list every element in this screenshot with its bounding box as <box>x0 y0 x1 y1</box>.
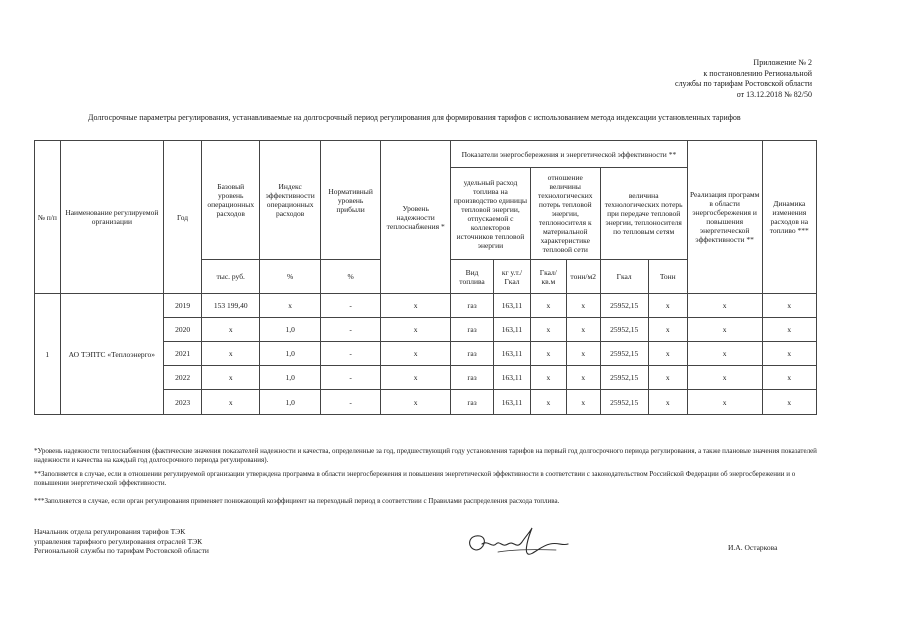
cell-loss-ratio-mass: х <box>566 366 600 390</box>
cell-profit: - <box>320 390 380 415</box>
header-org: Наименование регулируемой организации <box>60 141 164 294</box>
cell-base: х <box>202 318 260 342</box>
cell-dynamics: х <box>762 366 816 390</box>
row-number: 1 <box>35 294 61 415</box>
cell-index: 1,0 <box>260 342 320 366</box>
cell-year: 2020 <box>164 318 202 342</box>
cell-program: х <box>687 318 762 342</box>
signatory-position <box>34 527 334 556</box>
cell-fuel-rate: 163,11 <box>494 390 531 415</box>
unit-profit: % <box>320 260 380 294</box>
cell-loss-ratio-heat: х <box>530 294 566 318</box>
header-loss-ratio: отношение величины технологических потерь тепловой энергии, теплоносителя к материальной характеристике тепловой сети <box>530 168 600 260</box>
unit-loss-value-heat: Гкал <box>600 260 648 294</box>
parameters-table <box>34 140 817 415</box>
cell-loss-value-heat: 25952,15 <box>600 366 648 390</box>
table-row <box>35 294 817 318</box>
cell-year: 2019 <box>164 294 202 318</box>
cell-reliability: х <box>381 342 451 366</box>
header-program: Реализация программ в области энергосбережения и повышения энергетической эффективности ** <box>687 141 762 294</box>
cell-fuel: газ <box>451 342 494 366</box>
cell-base: х <box>202 366 260 390</box>
unit-loss-ratio-heat: Гкал/ кв.м <box>530 260 566 294</box>
cell-loss-value-heat: 25952,15 <box>600 294 648 318</box>
header-fuel-rate: удельный расход топлива на производство единицы тепловой энергии, отпускаемой с коллекторов источников тепловой энергии <box>451 168 531 260</box>
cell-loss-ratio-mass: х <box>566 318 600 342</box>
header-num: № п/п <box>35 141 61 294</box>
cell-loss-ratio-heat: х <box>530 390 566 415</box>
unit-fuel-rate: кг у.т./ Гкал <box>494 260 531 294</box>
unit-loss-value-mass: Тонн <box>648 260 687 294</box>
cell-index: х <box>260 294 320 318</box>
unit-fuel-type: Вид топлива <box>451 260 494 294</box>
cell-dynamics: х <box>762 318 816 342</box>
header-year: Год <box>164 141 202 294</box>
header-reliability: Уровень надежности теплоснабжения * <box>381 141 451 294</box>
signer-name: И.А. Остаркова <box>728 543 778 552</box>
cell-profit: - <box>320 366 380 390</box>
cell-loss-value-mass: х <box>648 318 687 342</box>
document-title: Долгосрочные параметры регулирования, устанавливаемые на долгосрочный период регулирования для формирования тарифов с использованием метода индексации установленных тарифов <box>88 113 741 122</box>
cell-loss-value-heat: 25952,15 <box>600 342 648 366</box>
unit-loss-ratio-mass: тонн/м2 <box>566 260 600 294</box>
cell-loss-ratio-heat: х <box>530 318 566 342</box>
cell-base: х <box>202 342 260 366</box>
header-efficiency-index: Индекс эффективности операционных расходов <box>260 141 320 260</box>
cell-profit: - <box>320 342 380 366</box>
unit-index: % <box>260 260 320 294</box>
cell-fuel: газ <box>451 294 494 318</box>
cell-loss-value-mass: х <box>648 390 687 415</box>
unit-base: тыс. руб. <box>202 260 260 294</box>
appendix-line: Приложение № 2 <box>753 58 812 67</box>
footnote-reliability: *Уровень надежности теплоснабжения (фактические значения показателей надежности и качества, определенные за год, предшествующий году установления тарифов на первый год долгосрочного периода регулирования, а также плановые значения показателей надежности и качества на каждый год долгосрочного периода регулирования). <box>34 447 817 464</box>
cell-year: 2021 <box>164 342 202 366</box>
header-loss-value: величина технологических потерь при передаче тепловой энергии, теплоносителя по тепловым сетям <box>600 168 687 260</box>
cell-fuel-rate: 163,11 <box>494 366 531 390</box>
cell-year: 2022 <box>164 366 202 390</box>
cell-base: 153 199,40 <box>202 294 260 318</box>
handwritten-signature <box>458 522 578 562</box>
cell-loss-value-mass: х <box>648 366 687 390</box>
cell-loss-ratio-mass: х <box>566 390 600 415</box>
cell-loss-value-mass: х <box>648 342 687 366</box>
cell-program: х <box>687 390 762 415</box>
cell-fuel: газ <box>451 366 494 390</box>
header-fuel-dynamics: Динамика изменения расходов на топливо *** <box>762 141 816 294</box>
appendix-line: службы по тарифам Ростовской области <box>675 79 812 88</box>
cell-reliability: х <box>381 366 451 390</box>
appendix-header <box>592 58 812 100</box>
cell-loss-ratio-mass: х <box>566 342 600 366</box>
cell-index: 1,0 <box>260 390 320 415</box>
cell-dynamics: х <box>762 390 816 415</box>
cell-program: х <box>687 294 762 318</box>
appendix-line: к постановлению Региональной <box>703 68 812 78</box>
footnote-energy-program: **Заполняется в случае, если в отношении регулируемой организации утверждена программа в области энергосбережения и повышения энергетической эффективности в соответствии с законодательством Российской Федерации об энергосбережении и о повышении энергетической эффективности. <box>34 470 796 487</box>
header-profit-level: Нормативный уровень прибыли <box>320 141 380 260</box>
cell-reliability: х <box>381 294 451 318</box>
cell-loss-value-heat: 25952,15 <box>600 390 648 415</box>
footnote-fuel-coefficient: ***Заполняется в случае, если орган регулирования применяет понижающий коэффициент на переходный период в соответствии с Правилами распределения расхода топлива. <box>34 497 560 505</box>
cell-loss-ratio-heat: х <box>530 366 566 390</box>
cell-program: х <box>687 366 762 390</box>
appendix-line: от 13.12.2018 № 82/50 <box>736 89 812 99</box>
signatory-line: управления тарифного регулирования отраслей ТЭК <box>34 536 203 546</box>
header-base-opex: Базовый уровень операционных расходов <box>202 141 260 260</box>
cell-program: х <box>687 342 762 366</box>
signatory-line: Региональной службы по тарифам Ростовской области <box>34 546 209 555</box>
organization-name: АО ТЭПТС «Теплоэнерго» <box>60 294 164 415</box>
cell-loss-value-mass: х <box>648 294 687 318</box>
cell-fuel: газ <box>451 318 494 342</box>
cell-dynamics: х <box>762 294 816 318</box>
cell-fuel-rate: 163,11 <box>494 318 531 342</box>
cell-loss-value-heat: 25952,15 <box>600 318 648 342</box>
cell-loss-ratio-mass: х <box>566 294 600 318</box>
signatory-line: Начальник отдела регулирования тарифов ТЭК <box>34 527 186 536</box>
cell-profit: - <box>320 318 380 342</box>
cell-reliability: х <box>381 318 451 342</box>
header-energy-group: Показатели энергосбережения и энергетической эффективности ** <box>451 141 688 168</box>
cell-fuel-rate: 163,11 <box>494 294 531 318</box>
cell-reliability: х <box>381 390 451 415</box>
cell-dynamics: х <box>762 342 816 366</box>
cell-profit: - <box>320 294 380 318</box>
cell-year: 2023 <box>164 390 202 415</box>
cell-fuel-rate: 163,11 <box>494 342 531 366</box>
cell-base: х <box>202 390 260 415</box>
cell-index: 1,0 <box>260 318 320 342</box>
cell-loss-ratio-heat: х <box>530 342 566 366</box>
cell-fuel: газ <box>451 390 494 415</box>
cell-index: 1,0 <box>260 366 320 390</box>
